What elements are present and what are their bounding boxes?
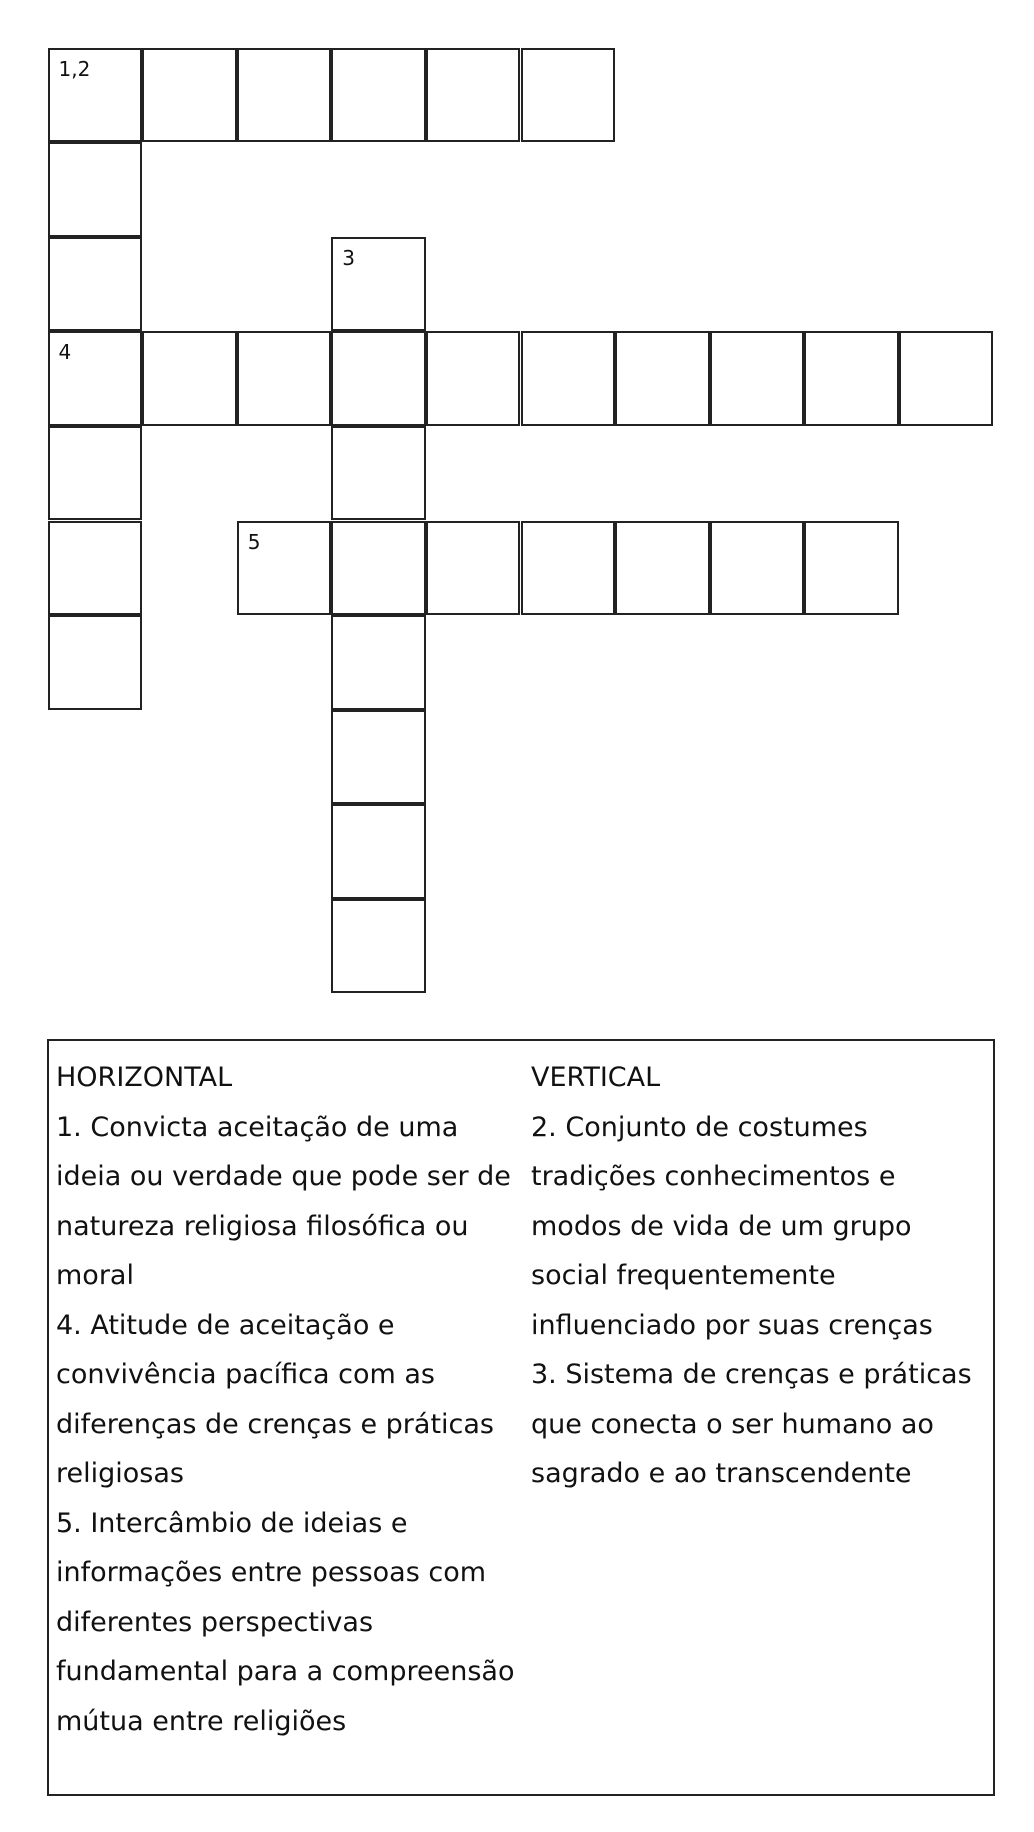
crossword-cell[interactable]: [331, 804, 426, 899]
horizontal-clue-4: 4. Atitude de aceitação e convivência pacífica com as diferenças de crenças e práticas religiosas: [56, 1309, 494, 1489]
crossword-cell[interactable]: [426, 331, 521, 426]
crossword-cell[interactable]: [521, 331, 616, 426]
crossword-cell[interactable]: [426, 521, 521, 616]
horizontal-clue-1: 1. Convicta aceitação de uma ideia ou verdade que pode ser de natureza religiosa filosófica ou moral: [56, 1111, 511, 1291]
crossword-cell[interactable]: [521, 48, 616, 143]
crossword-cell[interactable]: [331, 237, 426, 332]
crossword-cell[interactable]: [710, 521, 805, 616]
crossword-cell[interactable]: [331, 521, 426, 616]
crossword-cell[interactable]: [331, 48, 426, 143]
vertical-clue-3: 3. Sistema de crenças e práticas que conecta o ser humano ao sagrado e ao transcendente: [531, 1359, 972, 1489]
crossword-cell[interactable]: [48, 521, 143, 616]
clue-number: 3: [342, 245, 356, 270]
horizontal-clues: [56, 1053, 516, 1746]
crossword-cell[interactable]: [899, 331, 994, 426]
crossword-cell[interactable]: [48, 426, 143, 521]
crossword-cell[interactable]: [331, 426, 426, 521]
crossword-cell[interactable]: [48, 615, 143, 710]
crossword-cell[interactable]: [804, 521, 899, 616]
vertical-heading: VERTICAL: [531, 1062, 661, 1093]
crossword-cell[interactable]: [48, 48, 143, 143]
crossword-cell[interactable]: [710, 331, 805, 426]
crossword-cell[interactable]: [615, 331, 710, 426]
crossword-cell[interactable]: [331, 615, 426, 710]
clues-box: [47, 1039, 995, 1796]
crossword-cell[interactable]: [142, 331, 237, 426]
crossword-cell[interactable]: [142, 48, 237, 143]
crossword-cell[interactable]: [331, 899, 426, 994]
crossword-cell[interactable]: [48, 142, 143, 237]
horizontal-clue-5: 5. Intercâmbio de ideias e informações entre pessoas com diferentes perspectivas fundamental para a compreensão mútua entre religiões: [56, 1507, 515, 1737]
crossword-cell[interactable]: [804, 331, 899, 426]
crossword-cell[interactable]: [237, 48, 332, 143]
crossword-cell[interactable]: [48, 331, 143, 426]
crossword-cell[interactable]: [331, 331, 426, 426]
clue-number: 1,2: [58, 56, 91, 81]
crossword-cell[interactable]: [48, 237, 143, 332]
clue-number: 4: [58, 340, 72, 365]
vertical-clues: [531, 1053, 991, 1499]
clue-number: 5: [247, 529, 261, 554]
crossword-cell[interactable]: [521, 521, 616, 616]
crossword-cell[interactable]: [426, 48, 521, 143]
crossword-cell[interactable]: [237, 521, 332, 616]
horizontal-heading: HORIZONTAL: [56, 1062, 233, 1093]
vertical-clue-2: 2. Conjunto de costumes tradições conhecimentos e modos de vida de um grupo social frequentemente influenciado por suas crenças: [531, 1111, 933, 1341]
crossword-cell[interactable]: [237, 331, 332, 426]
crossword-cell[interactable]: [615, 521, 710, 616]
crossword-cell[interactable]: [331, 710, 426, 805]
